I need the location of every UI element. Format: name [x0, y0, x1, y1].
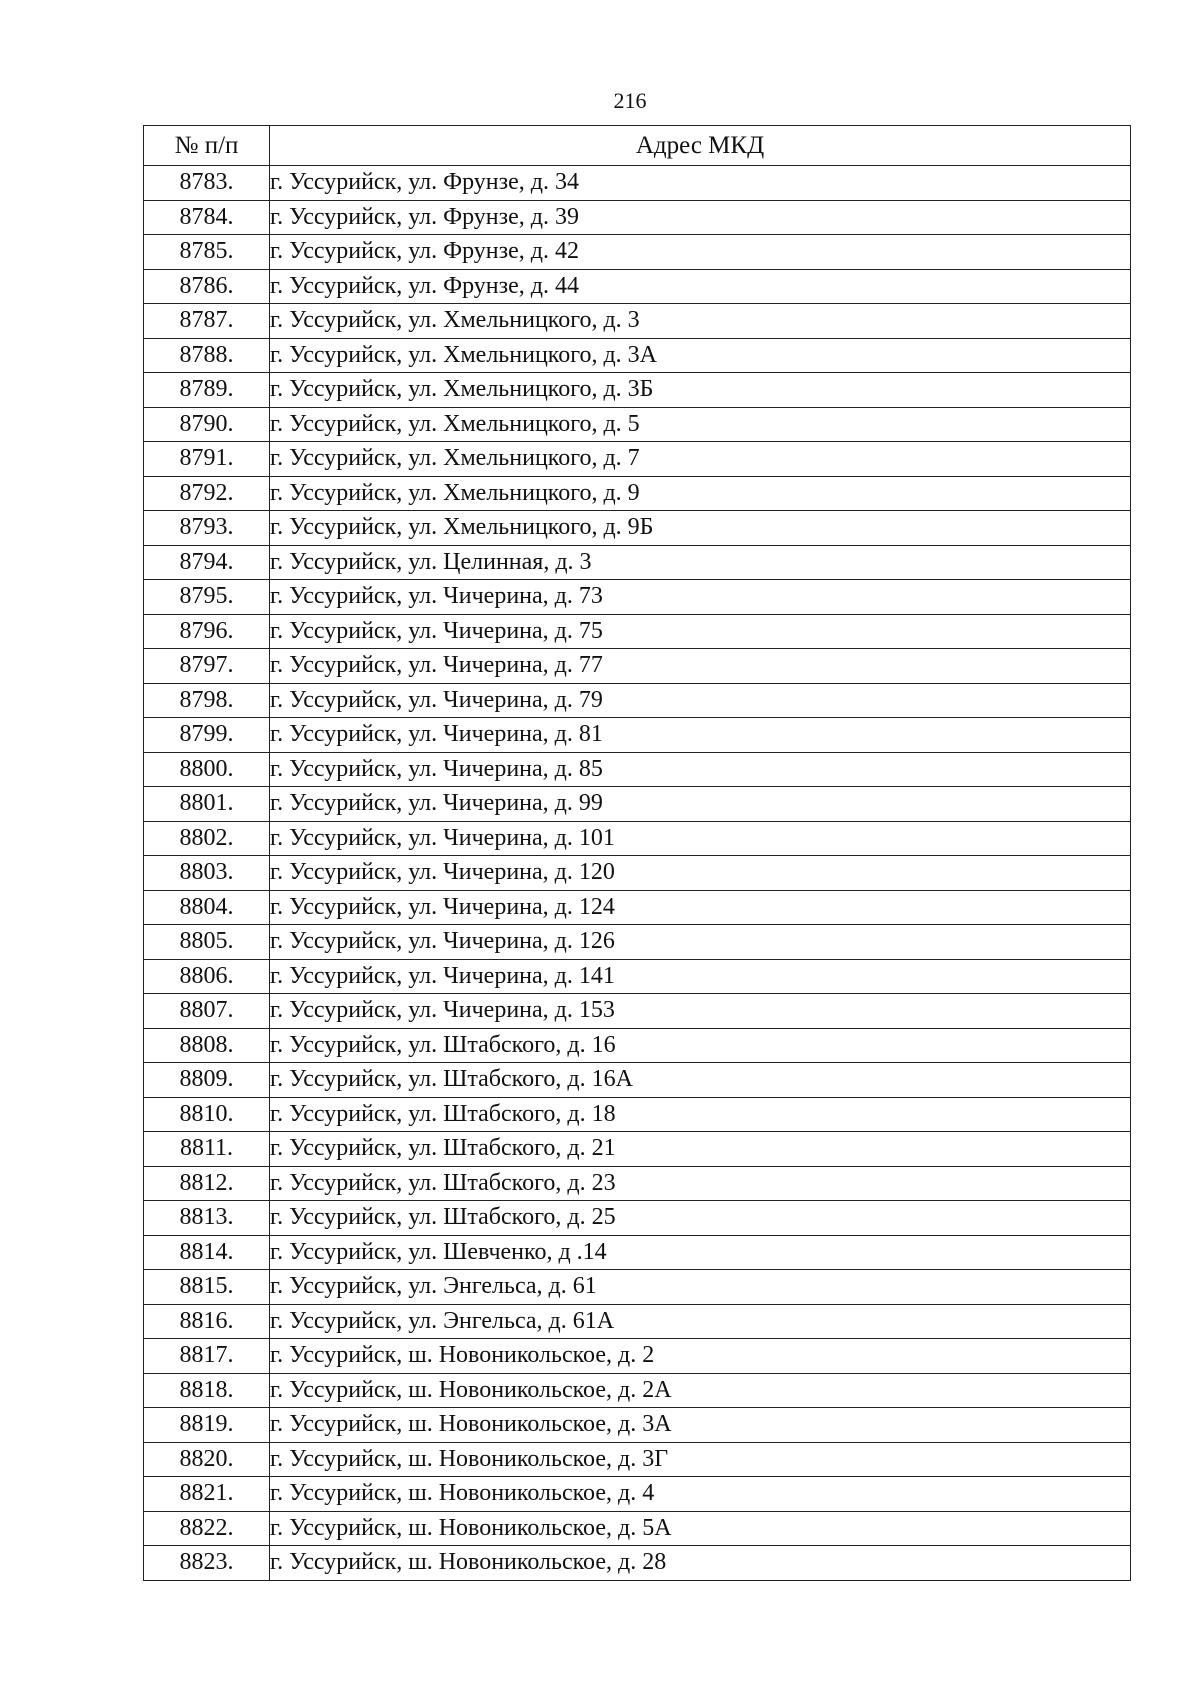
- row-address: г. Уссурийск, ул. Чичерина, д. 153: [270, 994, 1131, 1029]
- row-number: 8783.: [144, 166, 270, 201]
- row-number: 8816.: [144, 1304, 270, 1339]
- table-row: [144, 166, 1131, 201]
- row-address: г. Уссурийск, ул. Хмельницкого, д. 9Б: [270, 511, 1131, 546]
- table-row: [144, 1270, 1131, 1305]
- table-row: [144, 1166, 1131, 1201]
- row-number: 8819.: [144, 1408, 270, 1443]
- table-body: [144, 166, 1131, 1581]
- header-number: № п/п: [144, 126, 270, 166]
- row-number: 8821.: [144, 1477, 270, 1512]
- row-number: 8818.: [144, 1373, 270, 1408]
- row-address: г. Уссурийск, ш. Новоникольское, д. 2А: [270, 1373, 1131, 1408]
- row-number: 8789.: [144, 373, 270, 408]
- table-row: [144, 511, 1131, 546]
- row-number: 8804.: [144, 890, 270, 925]
- table-row: [144, 269, 1131, 304]
- row-address: г. Уссурийск, ул. Чичерина, д. 141: [270, 959, 1131, 994]
- row-address: г. Уссурийск, ул. Чичерина, д. 79: [270, 683, 1131, 718]
- row-number: 8792.: [144, 476, 270, 511]
- row-number: 8794.: [144, 545, 270, 580]
- row-address: г. Уссурийск, ш. Новоникольское, д. 4: [270, 1477, 1131, 1512]
- table-row: [144, 1373, 1131, 1408]
- row-number: 8799.: [144, 718, 270, 753]
- row-number: 8786.: [144, 269, 270, 304]
- table-row: [144, 1304, 1131, 1339]
- row-number: 8793.: [144, 511, 270, 546]
- row-number: 8814.: [144, 1235, 270, 1270]
- row-number: 8805.: [144, 925, 270, 960]
- table-row: [144, 994, 1131, 1029]
- page-number: 216: [613, 88, 647, 113]
- row-address: г. Уссурийск, ш. Новоникольское, д. 2: [270, 1339, 1131, 1374]
- table-row: [144, 787, 1131, 822]
- row-address: г. Уссурийск, ул. Штабского, д. 16: [270, 1028, 1131, 1063]
- table-row: [144, 1442, 1131, 1477]
- table-row: [144, 1477, 1131, 1512]
- row-address: г. Уссурийск, ул. Чичерина, д. 85: [270, 752, 1131, 787]
- row-address: г. Уссурийск, ш. Новоникольское, д. 28: [270, 1546, 1131, 1581]
- row-address: г. Уссурийск, ш. Новоникольское, д. 3А: [270, 1408, 1131, 1443]
- row-address: г. Уссурийск, ул. Чичерина, д. 73: [270, 580, 1131, 615]
- row-number: 8802.: [144, 821, 270, 856]
- row-address: г. Уссурийск, ул. Фрунзе, д. 42: [270, 235, 1131, 270]
- table-row: [144, 442, 1131, 477]
- table-row: [144, 959, 1131, 994]
- table-row: [144, 890, 1131, 925]
- row-number: 8787.: [144, 304, 270, 339]
- table-row: [144, 235, 1131, 270]
- row-number: 8795.: [144, 580, 270, 615]
- row-address: г. Уссурийск, ул. Чичерина, д. 81: [270, 718, 1131, 753]
- header-row: [144, 126, 1131, 166]
- row-number: 8784.: [144, 200, 270, 235]
- row-number: 8798.: [144, 683, 270, 718]
- header-address: Адрес МКД: [270, 126, 1131, 166]
- row-address: г. Уссурийск, ул. Хмельницкого, д. 7: [270, 442, 1131, 477]
- row-number: 8820.: [144, 1442, 270, 1477]
- table-row: [144, 1097, 1131, 1132]
- row-address: г. Уссурийск, ш. Новоникольское, д. 3Г: [270, 1442, 1131, 1477]
- table-row: [144, 1339, 1131, 1374]
- row-address: г. Уссурийск, ул. Чичерина, д. 99: [270, 787, 1131, 822]
- table-row: [144, 718, 1131, 753]
- table-row: [144, 545, 1131, 580]
- row-number: 8788.: [144, 338, 270, 373]
- table-row: [144, 1408, 1131, 1443]
- row-number: 8808.: [144, 1028, 270, 1063]
- table-row: [144, 1235, 1131, 1270]
- row-number: 8796.: [144, 614, 270, 649]
- row-address: г. Уссурийск, ул. Чичерина, д. 120: [270, 856, 1131, 891]
- row-address: г. Уссурийск, ул. Фрунзе, д. 44: [270, 269, 1131, 304]
- row-address: г. Уссурийск, ул. Чичерина, д. 75: [270, 614, 1131, 649]
- row-address: г. Уссурийск, ш. Новоникольское, д. 5А: [270, 1511, 1131, 1546]
- row-number: 8791.: [144, 442, 270, 477]
- row-address: г. Уссурийск, ул. Чичерина, д. 124: [270, 890, 1131, 925]
- row-address: г. Уссурийск, ул. Энгельса, д. 61А: [270, 1304, 1131, 1339]
- row-number: 8823.: [144, 1546, 270, 1581]
- table-row: [144, 614, 1131, 649]
- row-number: 8817.: [144, 1339, 270, 1374]
- table-row: [144, 1132, 1131, 1167]
- row-address: г. Уссурийск, ул. Хмельницкого, д. 3: [270, 304, 1131, 339]
- row-address: г. Уссурийск, ул. Штабского, д. 23: [270, 1166, 1131, 1201]
- table-row: [144, 1028, 1131, 1063]
- row-address: г. Уссурийск, ул. Хмельницкого, д. 3Б: [270, 373, 1131, 408]
- table-row: [144, 338, 1131, 373]
- row-address: г. Уссурийск, ул. Штабского, д. 18: [270, 1097, 1131, 1132]
- table-row: [144, 580, 1131, 615]
- table-row: [144, 752, 1131, 787]
- table-row: [144, 1511, 1131, 1546]
- row-address: г. Уссурийск, ул. Штабского, д. 16А: [270, 1063, 1131, 1098]
- row-address: г. Уссурийск, ул. Штабского, д. 21: [270, 1132, 1131, 1167]
- row-number: 8797.: [144, 649, 270, 684]
- table-row: [144, 373, 1131, 408]
- row-address: г. Уссурийск, ул. Штабского, д. 25: [270, 1201, 1131, 1236]
- table-row: [144, 1546, 1131, 1581]
- row-address: г. Уссурийск, ул. Шевченко, д .14: [270, 1235, 1131, 1270]
- row-address: г. Уссурийск, ул. Чичерина, д. 126: [270, 925, 1131, 960]
- address-table: [143, 125, 1131, 1581]
- row-address: г. Уссурийск, ул. Фрунзе, д. 39: [270, 200, 1131, 235]
- table-row: [144, 407, 1131, 442]
- row-number: 8790.: [144, 407, 270, 442]
- row-address: г. Уссурийск, ул. Чичерина, д. 77: [270, 649, 1131, 684]
- row-number: 8812.: [144, 1166, 270, 1201]
- row-address: г. Уссурийск, ул. Хмельницкого, д. 3А: [270, 338, 1131, 373]
- row-address: г. Уссурийск, ул. Фрунзе, д. 34: [270, 166, 1131, 201]
- row-address: г. Уссурийск, ул. Хмельницкого, д. 9: [270, 476, 1131, 511]
- row-number: 8822.: [144, 1511, 270, 1546]
- row-number: 8806.: [144, 959, 270, 994]
- table-row: [144, 821, 1131, 856]
- row-number: 8785.: [144, 235, 270, 270]
- row-number: 8813.: [144, 1201, 270, 1236]
- table-row: [144, 856, 1131, 891]
- row-address: г. Уссурийск, ул. Энгельса, д. 61: [270, 1270, 1131, 1305]
- row-number: 8807.: [144, 994, 270, 1029]
- table-row: [144, 476, 1131, 511]
- row-number: 8810.: [144, 1097, 270, 1132]
- table-row: [144, 925, 1131, 960]
- row-address: г. Уссурийск, ул. Чичерина, д. 101: [270, 821, 1131, 856]
- table-row: [144, 304, 1131, 339]
- row-number: 8803.: [144, 856, 270, 891]
- row-number: 8815.: [144, 1270, 270, 1305]
- table-row: [144, 1201, 1131, 1236]
- row-number: 8809.: [144, 1063, 270, 1098]
- table-row: [144, 1063, 1131, 1098]
- table-header: [144, 126, 1131, 166]
- table-row: [144, 200, 1131, 235]
- row-number: 8801.: [144, 787, 270, 822]
- row-address: г. Уссурийск, ул. Хмельницкого, д. 5: [270, 407, 1131, 442]
- row-number: 8800.: [144, 752, 270, 787]
- table-row: [144, 649, 1131, 684]
- row-address: г. Уссурийск, ул. Целинная, д. 3: [270, 545, 1131, 580]
- table-row: [144, 683, 1131, 718]
- row-number: 8811.: [144, 1132, 270, 1167]
